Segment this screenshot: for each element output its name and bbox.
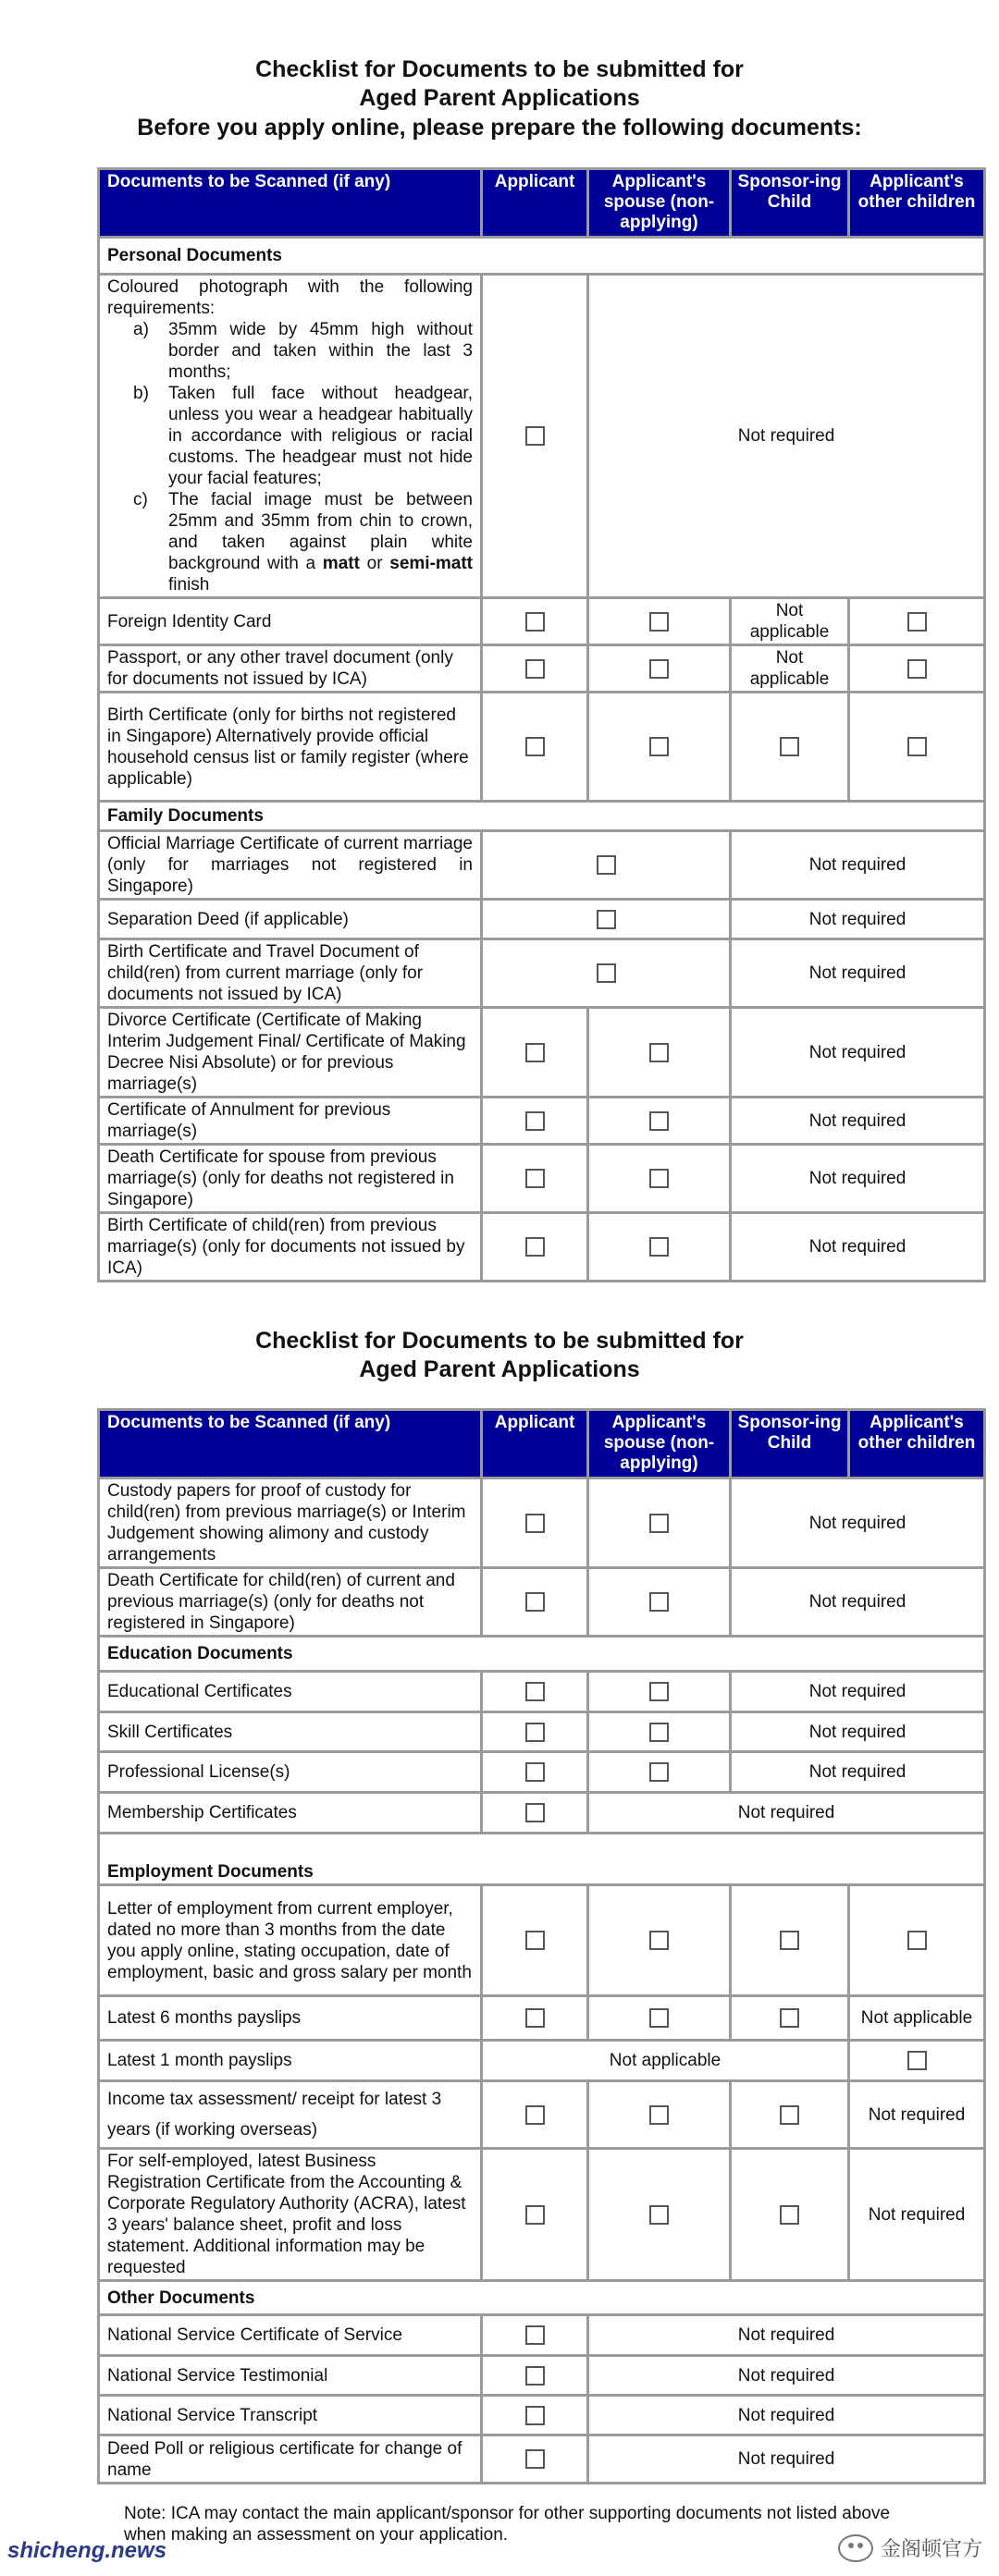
watermark-site: shicheng.news — [7, 2538, 167, 2563]
table-row — [99, 1793, 985, 1834]
header-spouse: Applicant's spouse (non-applying) — [588, 169, 731, 238]
doc-self-employed: For self-employed, latest Business Registration Certificate from the Accounting & Corporate Regulatory Authority (ACRA), latest 3 years' balance sheet, profit and loss statement. Additional information may be requested — [99, 2149, 482, 2281]
not-required-label: Not required — [731, 1145, 985, 1213]
not-required-label: Not required — [588, 275, 985, 598]
header-documents: Documents to be Scanned (if any) — [99, 169, 482, 238]
page-title-line2: Aged Parent Applications — [359, 1356, 640, 1382]
checkbox[interactable] — [525, 612, 545, 632]
not-applicable-label: Not applicable — [482, 2041, 849, 2081]
header-other-children: Applicant's other children — [849, 169, 985, 238]
table-header-row — [99, 1410, 985, 1478]
not-required-label: Not required — [731, 831, 985, 900]
checklist-page-1 — [0, 55, 999, 1278]
checkbox[interactable] — [525, 1111, 545, 1131]
table-row — [99, 693, 985, 802]
checkbox[interactable] — [649, 737, 669, 756]
checkbox[interactable] — [649, 659, 669, 679]
checkbox[interactable] — [525, 2205, 545, 2225]
section-header-row — [99, 2281, 985, 2315]
page-title: Checklist for Documents to be submitted for — [255, 1328, 744, 1354]
checkbox[interactable] — [907, 2051, 927, 2070]
doc-employment-letter: Letter of employment from current employer, dated no more than 3 months from the date you apply online, stating occupation, date of employment, basic and gross salary per month — [99, 1885, 482, 1996]
checkbox[interactable] — [597, 963, 616, 983]
checkbox[interactable] — [525, 2008, 545, 2028]
table-row — [99, 2435, 985, 2484]
checkbox[interactable] — [525, 2406, 545, 2425]
checkbox[interactable] — [780, 2105, 799, 2125]
checkbox[interactable] — [525, 1723, 545, 1742]
not-required-label: Not required — [731, 1712, 985, 1752]
doc-foreign-id: Foreign Identity Card — [99, 598, 482, 645]
doc-membership-certificates: Membership Certificates — [99, 1793, 482, 1834]
not-required-label: Not required — [731, 939, 985, 1008]
not-required-label: Not required — [849, 2149, 985, 2281]
checkbox[interactable] — [525, 1237, 545, 1257]
header-sponsoring-child: Sponsor-ing Child — [731, 169, 849, 238]
photo-requirements-list — [107, 319, 473, 595]
checkbox[interactable] — [525, 2366, 545, 2386]
checkbox[interactable] — [649, 1514, 669, 1533]
checkbox[interactable] — [649, 1931, 669, 1950]
section-employment: Employment Documents — [99, 1834, 985, 1885]
doc-educational-certificates: Educational Certificates — [99, 1672, 482, 1712]
doc-deed-poll: Deed Poll or religious certificate for change of name — [99, 2435, 482, 2484]
table-row — [99, 1996, 985, 2041]
table-row — [99, 1145, 985, 1213]
section-header-row — [99, 1637, 985, 1672]
not-required-label: Not required — [588, 1793, 985, 1834]
checkbox[interactable] — [907, 1931, 927, 1950]
checkbox[interactable] — [780, 737, 799, 756]
wechat-icon — [838, 2534, 873, 2562]
table-row — [99, 1098, 985, 1145]
doc-ns-transcript: National Service Transcript — [99, 2396, 482, 2435]
checkbox[interactable] — [525, 1931, 545, 1950]
table-row — [99, 2396, 985, 2435]
not-required-label: Not required — [731, 1752, 985, 1793]
list-item: c) The facial image must be between 25mm and 35mm from chin to crown, and taken against plain white background with a matt or semi-matt finish — [133, 490, 473, 595]
checkbox[interactable] — [649, 1237, 669, 1257]
section-header-row — [99, 1834, 985, 1885]
checkbox[interactable] — [525, 737, 545, 756]
section-header-row — [99, 802, 985, 831]
checkbox-cell — [482, 275, 588, 598]
checkbox[interactable] — [525, 1043, 545, 1062]
doc-ns-testimonial: National Service Testimonial — [99, 2356, 482, 2396]
checkbox[interactable] — [649, 2205, 669, 2225]
checkbox[interactable] — [525, 1762, 545, 1782]
checkbox[interactable] — [649, 1762, 669, 1782]
table-row — [99, 2356, 985, 2396]
doc-divorce-certificate: Divorce Certificate (Certificate of Making Interim Judgement Final/ Certificate of Making Decree Nisi Absolute) or for previous marriage(s) — [99, 1008, 482, 1098]
checkbox[interactable] — [597, 855, 616, 875]
table-row — [99, 2315, 985, 2356]
not-applicable-label: Not applicable — [731, 645, 849, 693]
doc-death-child: Death Certificate for child(ren) of current and previous marriage(s) (only for deaths not registered in Singapore) — [99, 1568, 482, 1637]
not-required-label: Not required — [588, 2396, 985, 2435]
table-row — [99, 2041, 985, 2081]
not-required-label: Not required — [731, 1213, 985, 1282]
page-title: Checklist for Documents to be submitted for — [255, 56, 744, 82]
checkbox[interactable] — [780, 2205, 799, 2225]
checkbox[interactable] — [649, 2008, 669, 2028]
checklist-table — [97, 167, 986, 1282]
doc-professional-license: Professional License(s) — [99, 1752, 482, 1793]
checkbox[interactable] — [649, 1111, 669, 1131]
doc-marriage-certificate: Official Marriage Certificate of current marriage (only for marriages not registered in Singapore) — [99, 831, 482, 900]
header-other-children: Applicant's other children — [849, 1410, 985, 1478]
table-row — [99, 598, 985, 645]
not-required-label: Not required — [588, 2356, 985, 2396]
doc-photo — [99, 275, 482, 598]
page-title-line2: Aged Parent Applications — [359, 85, 640, 111]
doc-passport: Passport, or any other travel document (only for documents not issued by ICA) — [99, 645, 482, 693]
doc-custody-papers: Custody papers for proof of custody for child(ren) from previous marriage(s) or Interim Judgement showing alimony and custody arrangements — [99, 1478, 482, 1568]
section-education: Education Documents — [99, 1637, 985, 1672]
watermark-account — [838, 2533, 982, 2562]
not-required-label: Not required — [588, 2435, 985, 2484]
not-required-label: Not required — [731, 1672, 985, 1712]
not-required-label: Not required — [588, 2315, 985, 2356]
checkbox[interactable] — [907, 659, 927, 679]
header-documents: Documents to be Scanned (if any) — [99, 1410, 482, 1478]
checkbox[interactable] — [525, 1514, 545, 1533]
checklist-page-2 — [0, 1327, 999, 2480]
table-row — [99, 1672, 985, 1712]
table-row — [99, 2149, 985, 2281]
not-applicable-label: Not applicable — [849, 1996, 985, 2041]
not-required-label: Not required — [731, 1478, 985, 1568]
checkbox[interactable] — [907, 612, 927, 632]
checkbox[interactable] — [649, 1169, 669, 1188]
list-item: a) 35mm wide by 45mm high without border and taken within the last 3 months; — [133, 320, 473, 382]
checkbox[interactable] — [597, 910, 616, 929]
section-other: Other Documents — [99, 2281, 985, 2315]
checkbox[interactable] — [780, 2008, 799, 2028]
section-family: Family Documents — [99, 802, 985, 831]
doc-payslips-6-months: Latest 6 months payslips — [99, 1996, 482, 2041]
table-row — [99, 1885, 985, 1996]
table-row — [99, 900, 985, 939]
table-row — [99, 1752, 985, 1793]
not-required-label: Not required — [731, 1568, 985, 1637]
doc-separation-deed: Separation Deed (if applicable) — [99, 900, 482, 939]
checkbox[interactable] — [525, 1592, 545, 1612]
checkbox[interactable] — [525, 2325, 545, 2345]
table-row — [99, 831, 985, 900]
table-row — [99, 1008, 985, 1098]
checkbox[interactable] — [525, 2449, 545, 2469]
photo-intro: Coloured photograph with the following requirements: — [107, 277, 473, 318]
page-subtitle: Before you apply online, please prepare the following documents: — [137, 115, 862, 141]
header-applicant: Applicant — [482, 1410, 588, 1478]
not-required-label: Not required — [849, 2081, 985, 2149]
doc-ns-certificate: National Service Certificate of Service — [99, 2315, 482, 2356]
section-personal: Personal Documents — [99, 238, 985, 275]
checkbox[interactable] — [525, 426, 545, 446]
checkbox[interactable] — [907, 737, 927, 756]
table-row — [99, 645, 985, 693]
checkbox[interactable] — [525, 659, 545, 679]
checkbox[interactable] — [649, 2105, 669, 2125]
not-applicable-label: Not applicable — [731, 598, 849, 645]
table-row — [99, 1478, 985, 1568]
doc-annulment: Certificate of Annulment for previous marriage(s) — [99, 1098, 482, 1145]
table-row — [99, 939, 985, 1008]
header-spouse: Applicant's spouse (non-applying) — [588, 1410, 731, 1478]
header-sponsoring-child: Sponsor-ing Child — [731, 1410, 849, 1478]
header-applicant: Applicant — [482, 169, 588, 238]
doc-income-tax: Income tax assessment/ receipt for latest 3 years (if working overseas) — [99, 2081, 482, 2149]
checkbox[interactable] — [649, 612, 669, 632]
doc-child-birth-travel: Birth Certificate and Travel Document of child(ren) from current marriage (only for documents not issued by ICA) — [99, 939, 482, 1008]
table-header-row — [99, 169, 985, 238]
list-item: b) Taken full face without headgear, unless you wear a headgear habitually in accordance with religious or racial customs. The headgear must not hide your facial features; — [133, 384, 473, 488]
table-row — [99, 1712, 985, 1752]
checkbox[interactable] — [649, 1682, 669, 1701]
checkbox[interactable] — [525, 1169, 545, 1188]
section-header-row — [99, 238, 985, 275]
checkbox[interactable] — [780, 1931, 799, 1950]
not-required-label: Not required — [731, 1008, 985, 1098]
table-row — [99, 1568, 985, 1637]
doc-payslips-1-month: Latest 1 month payslips — [99, 2041, 482, 2081]
footnote: Note: ICA may contact the main applicant/sponsor for other supporting documents not listed above when making an assessment on your application. — [124, 2504, 891, 2545]
doc-birth-child-previous: Birth Certificate of child(ren) from previous marriage(s) (only for documents not issued by ICA) — [99, 1213, 482, 1282]
checklist-table — [97, 1408, 986, 2484]
table-row — [99, 275, 985, 598]
checkbox[interactable] — [525, 1682, 545, 1701]
table-row — [99, 2081, 985, 2149]
doc-skill-certificates: Skill Certificates — [99, 1712, 482, 1752]
watermark-account-name: 金阁顿官方 — [880, 2537, 982, 2560]
not-required-label: Not required — [731, 900, 985, 939]
doc-birth-certificate: Birth Certificate (only for births not registered in Singapore) Alternatively provide official household census list or family register (where applicable) — [99, 693, 482, 802]
checkbox[interactable] — [649, 1723, 669, 1742]
doc-death-spouse: Death Certificate for spouse from previous marriage(s) (only for deaths not registered in Singapore) — [99, 1145, 482, 1213]
checkbox[interactable] — [649, 1592, 669, 1612]
checkbox[interactable] — [525, 1803, 545, 1822]
table-row — [99, 1213, 985, 1282]
checkbox[interactable] — [649, 1043, 669, 1062]
not-required-label: Not required — [731, 1098, 985, 1145]
checkbox[interactable] — [525, 2105, 545, 2125]
